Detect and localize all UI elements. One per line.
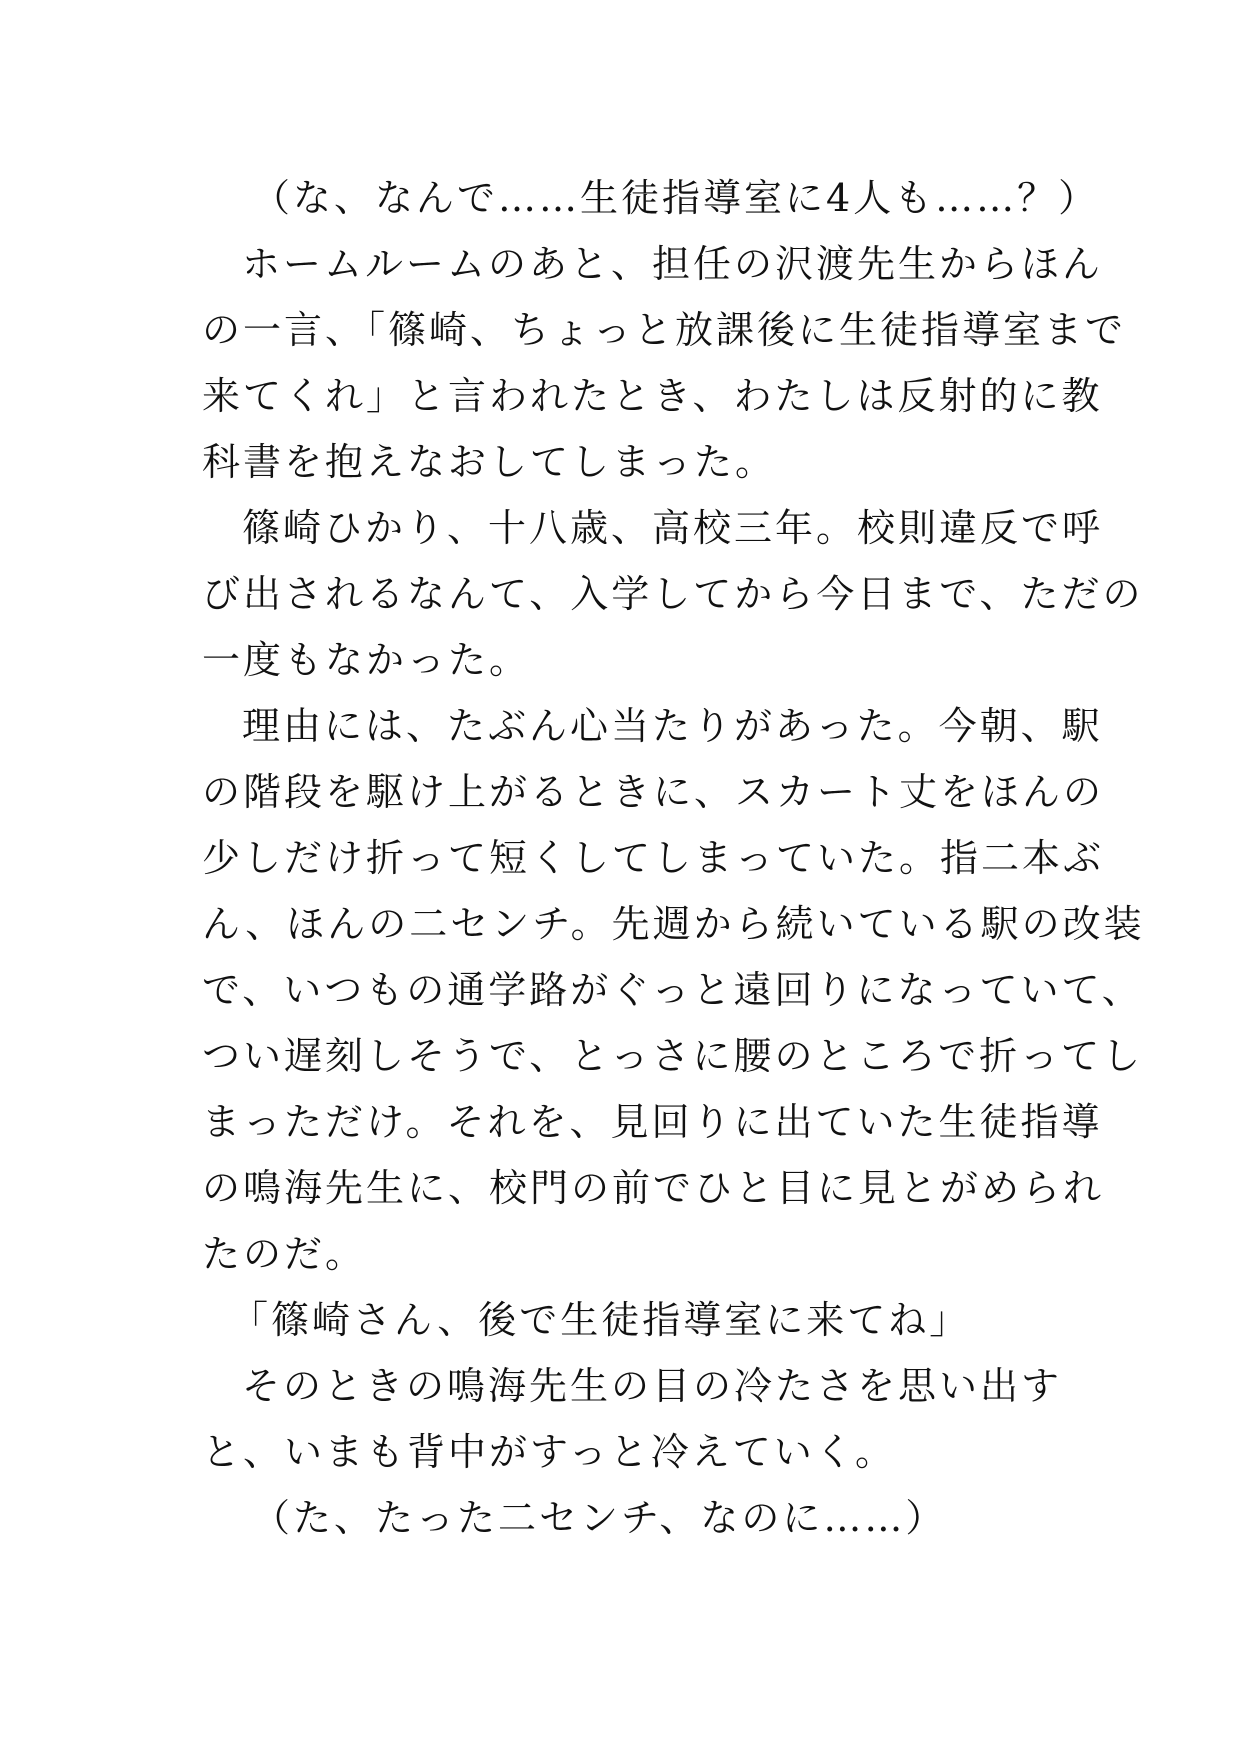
text-line: そのときの鳴海先生の目の冷たさを思い出す (242, 1364, 1063, 1408)
text-line: 来てくれ」と言われたとき、わたしは反射的に教 (202, 374, 1103, 418)
text-line: 少しだけ折って短くしてしまっていた。指二本ぶ (202, 836, 1105, 880)
text-line: つい遅刻しそうで、とっさに腰のところで折ってし (202, 1034, 1144, 1078)
paragraph-thought-1 (202, 172, 1100, 224)
text-line: ん、ほんの二センチ。先週から続いている駅の改装 (202, 902, 1145, 946)
paragraph-introduction (202, 502, 1144, 686)
text-line: の階段を駆け上がるときに、スカート丈をほんの (202, 770, 1105, 814)
text-line: の鳴海先生に、校門の前でひと目に見とがめられ (202, 1166, 1105, 1210)
text-line: び出されるなんて、入学してから今日まで、ただの (202, 572, 1144, 616)
text-line: （た、たった二センチ、なのに……） (252, 1496, 947, 1540)
paragraph-thought-2 (202, 1492, 1042, 1544)
body-text (202, 172, 1145, 1558)
text-line: と、いまも背中がすっと冷えていく。 (202, 1430, 896, 1474)
paragraph-reason (202, 700, 1145, 1280)
paragraph-memory (202, 1360, 1063, 1478)
text-line: で、いつもの通学路がぐっと遠回りになっていて、 (202, 968, 1143, 1012)
text-line: ホームルームのあと、担任の沢渡先生からほん (242, 242, 1104, 286)
text-line: たのだ。 (202, 1232, 367, 1276)
text-line: の一言、「篠崎、ちょっと放課後に生徒指導室まで (202, 308, 1127, 352)
text-line: まっただけ。それを、見回りに出ていた生徒指導 (202, 1100, 1103, 1144)
paragraph-dialogue (202, 1294, 1042, 1346)
text-line: 一度もなかった。 (202, 638, 531, 682)
text-line: 理由には、たぶん心当たりがあった。今朝、駅 (242, 704, 1103, 748)
paragraph-homeroom (202, 238, 1127, 488)
text-line: 科書を抱えなおしてしまった。 (202, 440, 777, 484)
text-line: 篠崎ひかり、十八歳、高校三年。校則違反で呼 (242, 506, 1104, 550)
text-line: （な、なんで……生徒指導室に4人も……？） (252, 176, 1100, 220)
text-line: 「篠崎さん、後で生徒指導室に来てね」 (230, 1298, 971, 1342)
